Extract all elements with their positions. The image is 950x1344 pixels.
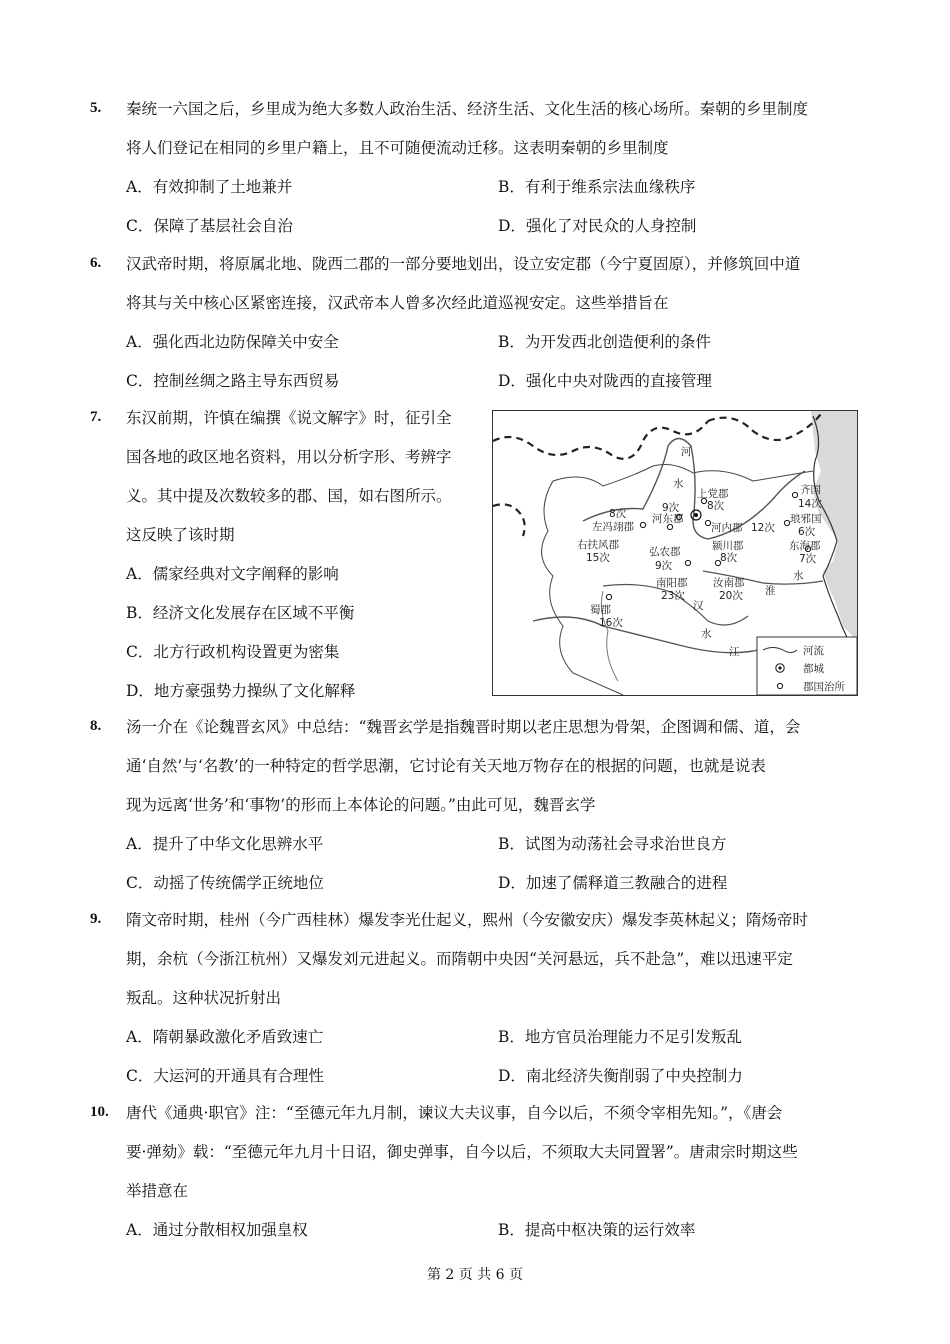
stem-line: 举措意在 <box>126 1182 189 1200</box>
stem-line: 秦统一六国之后，乡里成为绝大多数人政治生活、经济生活、文化生活的核心场所。秦朝的乡里制度 <box>126 100 809 118</box>
label-youfufeng: 右扶风郡 <box>577 539 619 551</box>
seat-shu <box>606 594 611 599</box>
stem-line: 汤一介在《论魏晋玄风》中总结：“魏晋玄学是指魏晋时期以老庄思想为骨架，企图调和儒、道，会 <box>126 718 801 736</box>
question-7 <box>90 399 470 711</box>
label-donghai-count: 7次 <box>799 553 817 565</box>
question-number: 6. <box>90 255 102 271</box>
seat-youfufeng <box>640 522 645 527</box>
legend-capital-dot <box>778 666 781 669</box>
label-zuopingyi: 左冯翊郡 <box>592 521 634 533</box>
label-henei-count: 12次 <box>751 522 775 534</box>
option-a[interactable]: A．有效抑制了土地兼并 <box>126 178 293 196</box>
label-nanyang: 南阳郡 <box>656 577 688 589</box>
option-b[interactable]: B．有利于维系宗法血缘秩序 <box>498 178 696 196</box>
river-label-jiang: 江 <box>729 646 740 658</box>
legend-river: 河流 <box>803 645 824 657</box>
label-yingchuan: 颍川郡 <box>712 540 744 552</box>
label-yingchuan-count: 8次 <box>720 552 738 564</box>
stem-line: 国各地的政区地名资料，用以分析字形、考辨字 <box>126 448 452 466</box>
question-stem <box>126 1094 870 1211</box>
seat-hongnong <box>667 524 672 529</box>
question-stem <box>126 245 870 323</box>
label-nanyang-count: 23次 <box>661 590 685 602</box>
page-footer: 第 2 页 共 6 页 <box>426 1267 524 1283</box>
question-number: 8. <box>90 718 102 734</box>
seat-qiguo <box>792 492 797 497</box>
seat-nanyang <box>685 560 690 565</box>
label-youfufeng-count: 15次 <box>586 552 610 564</box>
options <box>126 168 870 246</box>
stem-line: 要·弹劾》载：“至德元年九月十日诏，御史弹事，自今以后，不须取大夫同置署”。唐肃宗时期这些 <box>126 1143 798 1161</box>
seat-langya <box>784 520 789 525</box>
option-c[interactable]: C．动摇了传统儒学正统地位 <box>126 874 324 892</box>
question-number: 5. <box>90 100 102 116</box>
stem-line: 将人们登记在相同的乡里户籍上，且不可随便流动迁移。这表明秦朝的乡里制度 <box>126 139 669 157</box>
stem-line: 唐代《通典·职官》注：“至德元年九月制，谏议大夫议事，自今以后，不须令宰相先知。”，《唐会 <box>126 1104 783 1122</box>
option-b[interactable]: B．为开发西北创造便利的条件 <box>498 333 711 351</box>
label-langya: 琅邪国 <box>790 513 822 525</box>
stem-line: 这反映了该时期 <box>126 526 235 544</box>
label-hedong-count: 9次 <box>662 502 680 514</box>
question-number: 9. <box>90 911 102 927</box>
stem-line: 东汉前期，许慎在编撰《说文解字》时，征引全 <box>126 409 452 427</box>
river-label-he: 河 <box>681 446 692 458</box>
option-d[interactable]: D．强化了对民众的人身控制 <box>498 217 697 235</box>
label-donghai: 东海郡 <box>789 540 821 552</box>
option-a[interactable]: A．强化西北边防保障关中安全 <box>126 333 339 351</box>
question-number: 7. <box>90 409 102 425</box>
label-qiguo: 齐国 <box>800 484 821 496</box>
options <box>126 825 870 903</box>
question-number: 10. <box>90 1104 109 1120</box>
label-henei: 河内郡 <box>711 522 743 534</box>
label-shu-count: 16次 <box>599 617 623 629</box>
label-runan: 汝南郡 <box>713 577 745 589</box>
question-stem <box>126 399 486 555</box>
stem-line: 现为远离‘世务’和‘事物’的形而上本体论的问题。”由此可见，魏晋玄学 <box>126 796 596 814</box>
options <box>126 555 470 711</box>
question-8 <box>90 708 870 903</box>
stem-line: 隋文帝时期，桂州（今广西桂林）爆发李光仕起义，熙州（今安徽安庆）爆发李英林起义；隋炀帝时 <box>126 911 809 929</box>
stem-line: 将其与关中核心区紧密连接，汉武帝本人曾多次经此道巡视安定。这些举措旨在 <box>126 294 669 312</box>
map-svg <box>493 411 857 695</box>
question-5 <box>90 90 870 246</box>
northeast-border <box>708 411 823 440</box>
question-stem <box>126 901 870 1018</box>
option-b[interactable]: B．经济文化发展存在区域不平衡 <box>126 604 355 622</box>
question-stem <box>126 90 870 168</box>
option-b[interactable]: B．地方官员治理能力不足引发叛乱 <box>498 1028 742 1046</box>
label-qiguo-count: 14次 <box>798 498 822 510</box>
label-hongnong-count: 9次 <box>655 560 673 572</box>
label-hedong: 河东郡 <box>652 513 684 525</box>
northern-border <box>493 421 708 459</box>
river-label-han-shui: 水 <box>701 628 712 640</box>
options <box>126 323 870 401</box>
stem-line: 义。其中提及次数较多的郡、国，如右图所示。 <box>126 487 452 505</box>
label-langya-count: 6次 <box>798 526 816 538</box>
river-label-han: 汉 <box>693 600 704 612</box>
question-10 <box>90 1094 870 1250</box>
legend-seat: 郡国治所 <box>803 681 845 693</box>
option-b[interactable]: B．试图为动荡社会寻求治世良方 <box>498 835 727 853</box>
option-a[interactable]: A．隋朝暴政激化矛盾致速亡 <box>126 1028 324 1046</box>
option-d[interactable]: D．加速了儒释道三教融合的进程 <box>498 874 728 892</box>
han-commandery-map <box>492 410 858 696</box>
river-label-shui: 水 <box>793 570 804 582</box>
label-shangdang: 上党郡 <box>697 488 729 500</box>
label-shangdang-count: 8次 <box>707 500 725 512</box>
river-label-huai: 淮 <box>765 585 776 597</box>
option-c[interactable]: C．北方行政机构设置更为密集 <box>126 643 340 661</box>
option-b[interactable]: B．提高中枢决策的运行效率 <box>498 1221 696 1239</box>
option-d[interactable]: D．强化中央对陇西的直接管理 <box>498 372 712 390</box>
option-a[interactable]: A．通过分散相权加强皇权 <box>126 1221 308 1239</box>
seat-yingchuan <box>705 520 710 525</box>
label-runan-count: 20次 <box>719 590 743 602</box>
stem-line: 汉武帝时期，将原属北地、陇西二郡的一部分要地划出，设立安定郡（今宁夏固原），并修筑回中道 <box>126 255 801 273</box>
stem-line: 叛乱。这种状况折射出 <box>126 989 282 1007</box>
option-d[interactable]: D．地方豪强势力操纵了文化解释 <box>126 682 356 700</box>
stem-line: 期，余杭（今浙江杭州）又爆发刘元进起义。而隋朝中央因“关河悬远，兵不赴急”，难以迅速平定 <box>126 950 793 968</box>
option-c[interactable]: C．大运河的开通具有合理性 <box>126 1067 324 1085</box>
stem-line: 通‘自然’与‘名教’的一种特定的哲学思潮，它讨论有关天地万物存在的根据的问题，也就是说表 <box>126 757 766 775</box>
legend-seat-icon <box>777 683 782 688</box>
capital-center <box>694 513 698 517</box>
river-label-he-shui: 水 <box>673 478 684 490</box>
options <box>126 1018 870 1096</box>
option-d[interactable]: D．南北经济失衡削弱了中央控制力 <box>498 1067 743 1085</box>
western-border <box>493 504 525 536</box>
legend-capital: 都城 <box>803 663 824 675</box>
label-hongnong: 弘农郡 <box>649 546 681 558</box>
option-a[interactable]: A．提升了中华文化思辨水平 <box>126 835 324 853</box>
options <box>126 1211 870 1250</box>
label-shu: 蜀郡 <box>590 604 611 616</box>
option-c[interactable]: C．保障了基层社会自治 <box>126 217 293 235</box>
option-c[interactable]: C．控制丝绸之路主导东西贸易 <box>126 372 340 390</box>
question-stem <box>126 708 870 825</box>
option-a[interactable]: A．儒家经典对文字阐释的影响 <box>126 565 339 583</box>
label-zuopingyi-count: 8次 <box>609 508 627 520</box>
question-6 <box>90 245 870 401</box>
question-9 <box>90 901 870 1096</box>
